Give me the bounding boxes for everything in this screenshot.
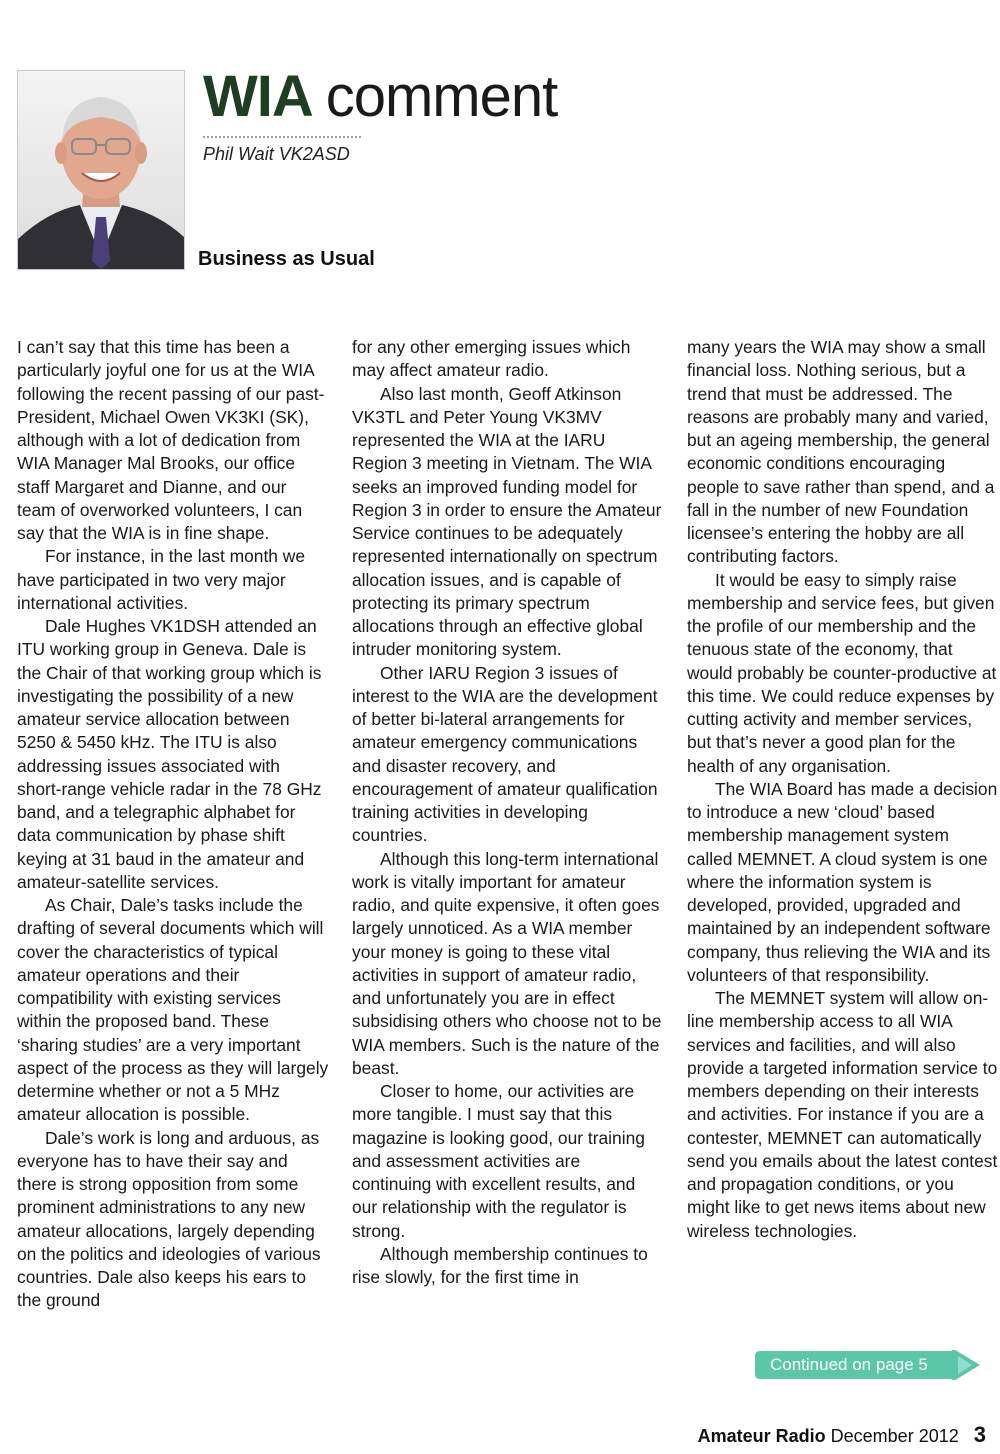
paragraph: Although membership continues to rise slowly, for the first time in	[352, 1243, 648, 1287]
article-column-1	[17, 336, 329, 1313]
author-byline: Phil Wait VK2ASD	[203, 144, 350, 164]
title-rest: comment	[325, 64, 558, 129]
paragraph: Closer to home, our activities are more tangible. I must say that this magazine is looking good, our training and assessment activities are continuing with excellent results, and our relationship with the regulator is strong.	[352, 1081, 645, 1241]
article-subheading: Business as Usual	[198, 248, 375, 270]
issue-date: December 2012	[830, 1426, 959, 1446]
article-column-2	[352, 336, 664, 1289]
magazine-name: Amateur Radio	[697, 1426, 826, 1446]
paragraph: Although this long-term international work is vitally important for amateur radio, and quite expensive, it often goes largely unnoticed. As a WIA member your money is going to these vital activities in support of amateur radio, and unfortunately you are in effect subsidising others who choose not to be WIA members. Such is the nature of the beast.	[352, 848, 662, 1078]
title-brand: WIA	[203, 64, 311, 129]
paragraph: The MEMNET system will allow on-line membership access to all WIA services and facilities, and will also provide a targeted information service to members depending on their interests and activities. For instance if you are a contester, MEMNET can automatically send you emails about the latest contest and propagation conditions, or you might like to get news items about new wireless technologies.	[687, 988, 998, 1241]
portrait-photo-icon	[18, 71, 184, 269]
continued-label: Continued on page 5	[770, 1355, 928, 1374]
paragraph: The WIA Board has made a decision to introduce a new ‘cloud’ based membership management system called MEMNET. A cloud system is one where the information system is developed, provided, upgraded and maintained by an independent software company, thus relieving the WIA and its volunteers of that responsibility.	[687, 778, 998, 985]
paragraph: Dale’s work is long and arduous, as everyone has to have their say and there is strong opposition from some prominent administrations to any new amateur allocations, largely depending on the politics and ideologies of various countries. Dale also keeps his ears to the ground	[17, 1127, 321, 1311]
paragraph: for any other emerging issues which may affect amateur radio.	[352, 337, 631, 381]
paragraph: For instance, in the last month we have participated in two very major international activities.	[17, 546, 306, 613]
title-divider	[203, 136, 361, 138]
author-photo	[17, 70, 185, 270]
continued-on-page-link[interactable]	[754, 1350, 982, 1380]
article-column-3	[687, 336, 999, 1243]
paragraph: Also last month, Geoff Atkinson VK3TL and Peter Young VK3MV represented the WIA at the IARU Region 3 meeting in Vietnam. The WIA seeks an improved funding model for Region 3 in order to ensure the Amateur Service continues to be adequately represented internationally on spectrum allocation issues, and is capable of protecting its primary spectrum allocations through an effective global intruder monitoring system.	[352, 383, 662, 660]
page-footer	[698, 1422, 986, 1448]
page-number: 3	[973, 1422, 986, 1447]
paragraph: I can’t say that this time has been a particularly joyful one for us at the WIA following the recent passing of our past-President, Michael Owen VK3KI (SK), although with a lot of dedication from WIA Manager Mal Brooks, our office staff Margaret and Dianne, and our team of overworked volunteers, I can say that the WIA is in fine shape.	[17, 337, 325, 543]
paragraph: many years the WIA may show a small financial loss. Nothing serious, but a trend that must be addressed. The reasons are probably many and varied, but an ageing membership, the general economic conditions encouraging people to save rather than spend, and a fall in the number of new Foundation licensee’s entering the hobby are all contributing factors.	[687, 337, 995, 567]
page-title	[203, 64, 557, 130]
paragraph: It would be easy to simply raise membership and service fees, but given the profile of our membership and the tenuous state of the economy, that would probably be counter-productive at this time. We could reduce expenses by cutting activity and member services, but that’s never a good plan for the health of any organisation.	[687, 569, 997, 776]
paragraph: Other IARU Region 3 issues of interest to the WIA are the development of better bi-lateral arrangements for amateur emergency communications and disaster recovery, and encouragement of amateur qualification training activities in developing countries.	[352, 662, 658, 846]
paragraph: As Chair, Dale’s tasks include the drafting of several documents which will cover the characteristics of typical amateur operations and their compatibility with existing services within the proposed band. These ‘sharing studies’ are a very important aspect of the process as they will largely determine whether or not a 5 MHz amateur allocation is possible.	[17, 895, 329, 1125]
paragraph: Dale Hughes VK1DSH attended an ITU working group in Geneva. Dale is the Chair of that working group which is investigating the possibility of a new amateur service allocation between 5250 & 5450 kHz. The ITU is also addressing issues associated with short-range vehicle radar in the 78 GHz band, and a telegraphic alphabet for data communication by phase shift keying at 31 baud in the amateur and amateur-satellite services.	[17, 616, 322, 892]
